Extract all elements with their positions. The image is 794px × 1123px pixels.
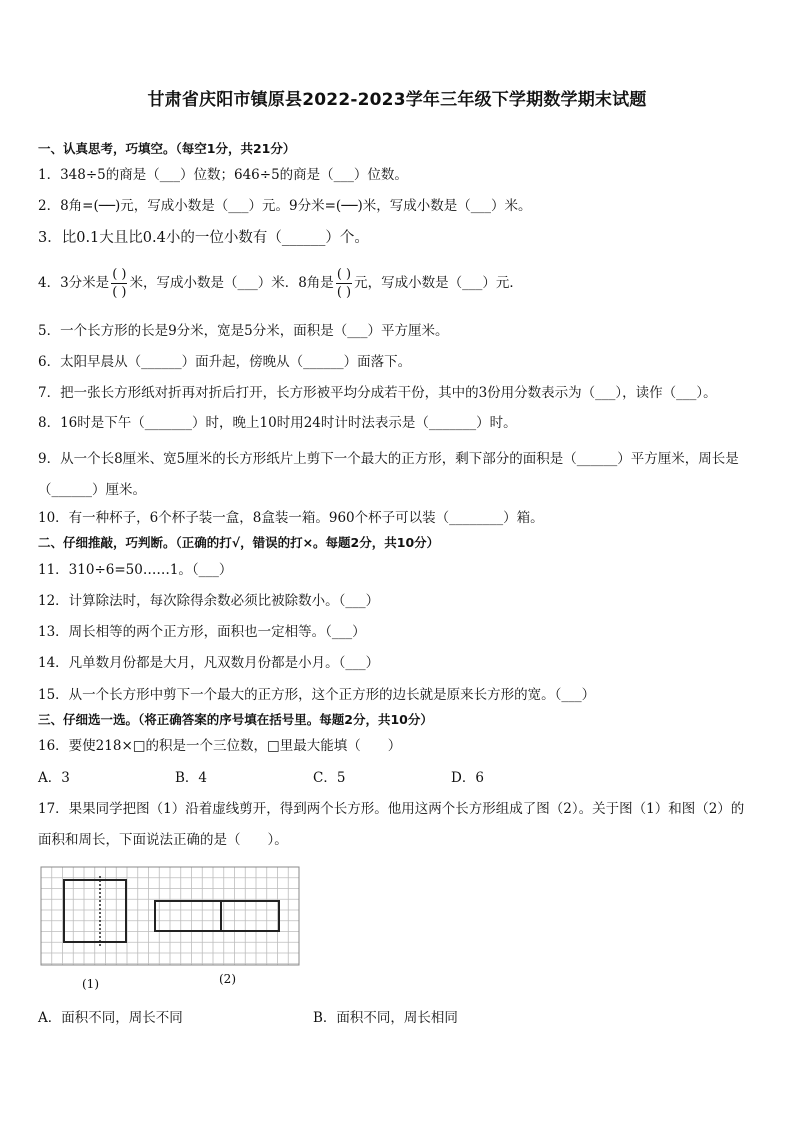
q16-option-d: D．6	[451, 770, 484, 786]
question-8: 8．16时是下午（_______）时，晚上10时用24时计时法表示是（_______）时。	[38, 415, 517, 431]
grid-figure-svg	[40, 862, 302, 968]
question-4-part2: 米，写成小数是（___）米．8角是	[129, 275, 334, 291]
section-1-heading: 一、认真思考，巧填空。（每空1分，共21分）	[38, 141, 296, 156]
rectangle-figure-2	[155, 901, 279, 931]
question-4-part1: 4．3分米是	[38, 275, 110, 291]
question-14: 14．凡单数月份都是大月，凡双数月份都是小月。（___）	[38, 655, 380, 671]
page-title: 甘肃省庆阳市镇原县2022-2023学年三年级下学期数学期末试题	[147, 90, 647, 110]
q16-option-c: C．5	[313, 770, 346, 786]
question-6: 6．太阳早晨从（______）面升起，傍晚从（______）面落下。	[38, 354, 412, 370]
q16-option-b: B．4	[175, 770, 208, 786]
question-11: 11．310÷6=50……1。（___）	[38, 562, 233, 578]
question-17-line2: 面积和周长，下面说法正确的是（ ）。	[38, 832, 288, 848]
question-17-line1: 17．果果同学把图（1）沿着虚线剪开，得到两个长方形。他用这两个长方形组成了图（2）。关于图（1）和图（2）的	[38, 801, 745, 817]
figure-2-caption: (2)	[219, 972, 236, 986]
question-4	[38, 264, 764, 302]
figure-1-caption: (1)	[82, 977, 99, 991]
fraction-blank-2: $\frac{( )}{( )}$	[336, 267, 352, 300]
question-9: 9．从一个长8厘米、宽5厘米的长方形纸片上剪下一个最大的正方形，剩下部分的面积是（______）平方厘米，周长是（______）厘米。	[38, 451, 739, 498]
question-15: 15．从一个长方形中剪下一个最大的正方形，这个正方形的边长就是原来长方形的宽。（___）	[38, 687, 596, 703]
question-5: 5．一个长方形的长是9分米，宽是5分米，面积是（___）平方厘米。	[38, 323, 449, 339]
question-2: 2．8角=(──)元，写成小数是（___）元。9分米=(──)米，写成小数是（___）米。	[38, 198, 532, 214]
question-4-part3: 元，写成小数是（___）元．	[354, 275, 523, 291]
question-10: 10．有一种杯子，6个杯子装一盒，8盒装一箱。960个杯子可以装（________）箱。	[38, 510, 544, 526]
q17-option-b: B．面积不同，周长相同	[313, 1010, 458, 1026]
grid-figure	[40, 862, 302, 972]
q17-option-a: A．面积不同，周长不同	[38, 1010, 183, 1026]
fraction-blank-1: $\frac{( )}{( )}$	[112, 267, 127, 300]
question-12: 12．计算除法时，每次除得余数必须比被除数小。（___）	[38, 593, 380, 609]
q16-option-a: A．3	[38, 770, 70, 786]
question-13: 13．周长相等的两个正方形，面积也一定相等。（___）	[38, 624, 366, 640]
question-7: 7．把一张长方形纸对折再对折后打开，长方形被平均分成若干份，其中的3份用分数表示为（___），读作（___）。	[38, 385, 717, 401]
section-3-heading: 三、仔细选一选。（将正确答案的序号填在括号里。每题2分，共10分）	[38, 712, 433, 727]
question-3: 3．比0.1大且比0.4小的一位小数有（______）个。	[38, 230, 369, 246]
question-16: 16．要使218×□的积是一个三位数，□里最大能填（ ）	[38, 738, 402, 754]
question-1: 1．348÷5的商是（___）位数；646÷5的商是（___）位数。	[38, 167, 408, 183]
section-2-heading: 二、仔细推敲，巧判断。（正确的打√，错误的打×。每题2分，共10分）	[38, 535, 440, 550]
